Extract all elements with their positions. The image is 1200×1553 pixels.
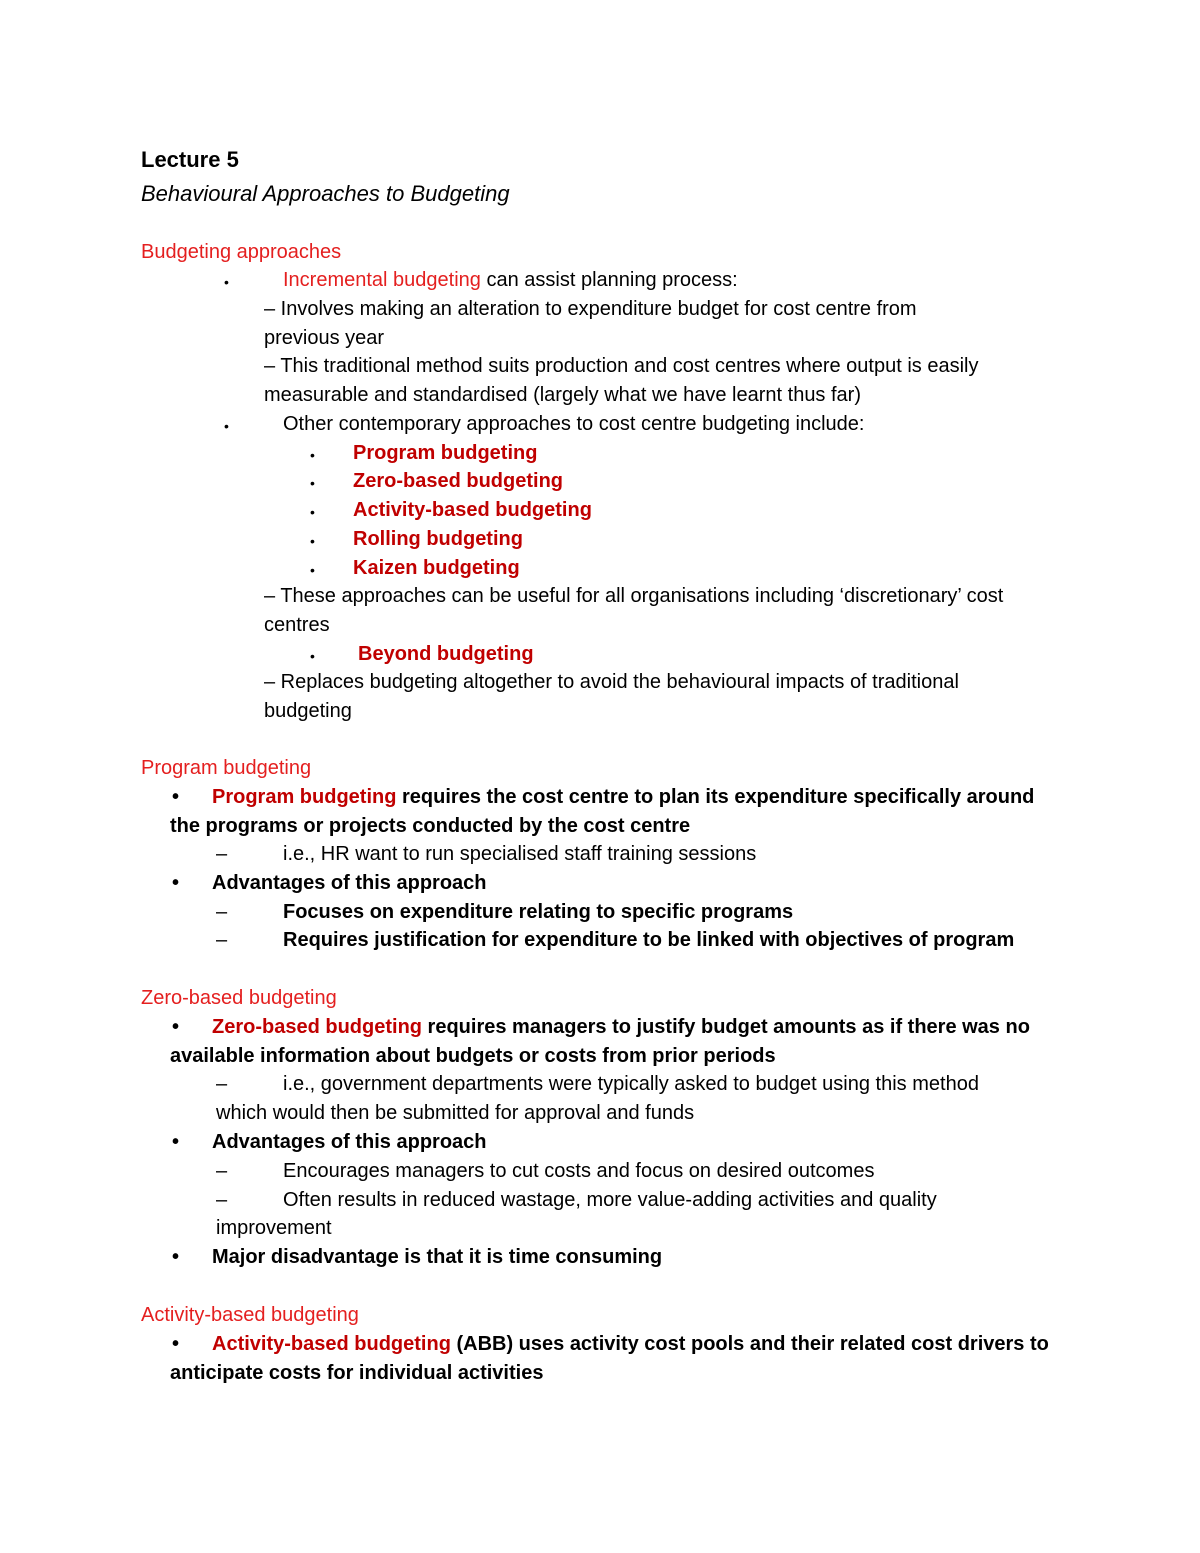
zero-definition-line-2: available information about budgets or costs from prior periods bbox=[170, 1045, 776, 1067]
page-subtitle: Behavioural Approaches to Budgeting bbox=[141, 181, 510, 206]
program-definition-line-2: the programs or projects conducted by the cost centre bbox=[170, 815, 691, 837]
list-item-kaizen-budgeting: Kaizen budgeting bbox=[353, 557, 520, 579]
bullet-marker: • bbox=[172, 1246, 180, 1268]
program-advantage-1: Focuses on expenditure relating to specific programs bbox=[283, 901, 794, 923]
zero-example-line-2: which would then be submitted for approval and funds bbox=[216, 1102, 695, 1124]
program-term: Program budgeting bbox=[212, 786, 397, 808]
bullet-marker: • bbox=[172, 872, 180, 894]
list-item-program-budgeting: Program budgeting bbox=[353, 442, 538, 464]
replaces-line-1: – Replaces budgeting altogether to avoid the behavioural impacts of traditional bbox=[264, 671, 959, 693]
dash-marker: – bbox=[216, 901, 228, 923]
zero-advantage-2-line-1: Often results in reduced wastage, more value-adding activities and quality bbox=[283, 1189, 937, 1211]
zero-advantage-1: Encourages managers to cut costs and focus on desired outcomes bbox=[283, 1160, 875, 1182]
bullet-marker: • bbox=[310, 533, 315, 549]
abb-term: Activity-based budgeting bbox=[212, 1333, 451, 1355]
incremental-term: Incremental budgeting bbox=[283, 269, 481, 291]
program-example: i.e., HR want to run specialised staff training sessions bbox=[283, 843, 757, 865]
bullet-marker: • bbox=[172, 786, 180, 808]
section-heading-budgeting-approaches: Budgeting approaches bbox=[141, 241, 342, 263]
useful-line-2: centres bbox=[264, 614, 330, 636]
bullet-marker: • bbox=[310, 562, 315, 578]
bullet-marker: • bbox=[224, 274, 229, 290]
incremental-detail-3: – This traditional method suits production and cost centres where output is easily bbox=[264, 355, 979, 377]
bullet-marker: • bbox=[310, 648, 315, 664]
list-item-rolling-budgeting: Rolling budgeting bbox=[353, 528, 523, 550]
page-title: Lecture 5 bbox=[141, 147, 239, 172]
incremental-detail-1: – Involves making an alteration to expenditure budget for cost centre from bbox=[264, 298, 917, 320]
bullet-marker: • bbox=[310, 504, 315, 520]
zero-term: Zero-based budgeting bbox=[212, 1016, 422, 1038]
bullet-marker: • bbox=[172, 1131, 180, 1153]
program-advantages-heading: Advantages of this approach bbox=[212, 872, 487, 894]
bullet-marker: • bbox=[172, 1016, 180, 1038]
useful-line-1: – These approaches can be useful for all organisations including ‘discretionary’ cost bbox=[264, 585, 1004, 607]
list-item-beyond-budgeting: Beyond budgeting bbox=[358, 643, 534, 665]
abb-definition-rest: (ABB) uses activity cost pools and their related cost drivers to bbox=[450, 1333, 1049, 1355]
bullet-marker: • bbox=[172, 1333, 180, 1355]
bullet-marker: • bbox=[310, 447, 315, 463]
bullet-marker: • bbox=[310, 475, 315, 491]
dash-marker: – bbox=[216, 843, 228, 865]
abb-definition-line-1 bbox=[212, 1330, 1049, 1358]
section-heading-program-budgeting: Program budgeting bbox=[141, 757, 312, 779]
other-approaches-intro: Other contemporary approaches to cost centre budgeting include: bbox=[283, 413, 865, 435]
zero-example-line-1: i.e., government departments were typically asked to budget using this method bbox=[283, 1073, 979, 1095]
incremental-detail-2: previous year bbox=[264, 327, 385, 349]
program-definition-rest: requires the cost centre to plan its expenditure specifically around bbox=[396, 786, 1035, 808]
list-item-zero-based-budgeting: Zero-based budgeting bbox=[353, 470, 563, 492]
dash-marker: – bbox=[216, 1073, 228, 1095]
incremental-line bbox=[283, 266, 738, 294]
zero-advantage-2-line-2: improvement bbox=[216, 1217, 332, 1239]
abb-definition-line-2: anticipate costs for individual activities bbox=[170, 1362, 544, 1384]
section-heading-activity-based-budgeting: Activity-based budgeting bbox=[141, 1304, 359, 1326]
bullet-marker: • bbox=[224, 418, 229, 434]
list-item-activity-based-budgeting: Activity-based budgeting bbox=[353, 499, 592, 521]
program-advantage-2: Requires justification for expenditure to be linked with objectives of program bbox=[283, 929, 1015, 951]
incremental-rest: can assist planning process: bbox=[480, 269, 738, 291]
dash-marker: – bbox=[216, 1189, 228, 1211]
zero-definition-line-1 bbox=[212, 1013, 1030, 1041]
incremental-detail-4: measurable and standardised (largely what we have learnt thus far) bbox=[264, 384, 861, 406]
zero-definition-rest: requires managers to justify budget amounts as if there was no bbox=[422, 1016, 1030, 1038]
section-heading-zero-based-budgeting: Zero-based budgeting bbox=[141, 987, 337, 1009]
dash-marker: – bbox=[216, 929, 228, 951]
zero-advantages-heading: Advantages of this approach bbox=[212, 1131, 487, 1153]
program-definition-line-1 bbox=[212, 783, 1034, 811]
zero-disadvantage: Major disadvantage is that it is time consuming bbox=[212, 1246, 663, 1268]
replaces-line-2: budgeting bbox=[264, 700, 352, 722]
dash-marker: – bbox=[216, 1160, 228, 1182]
